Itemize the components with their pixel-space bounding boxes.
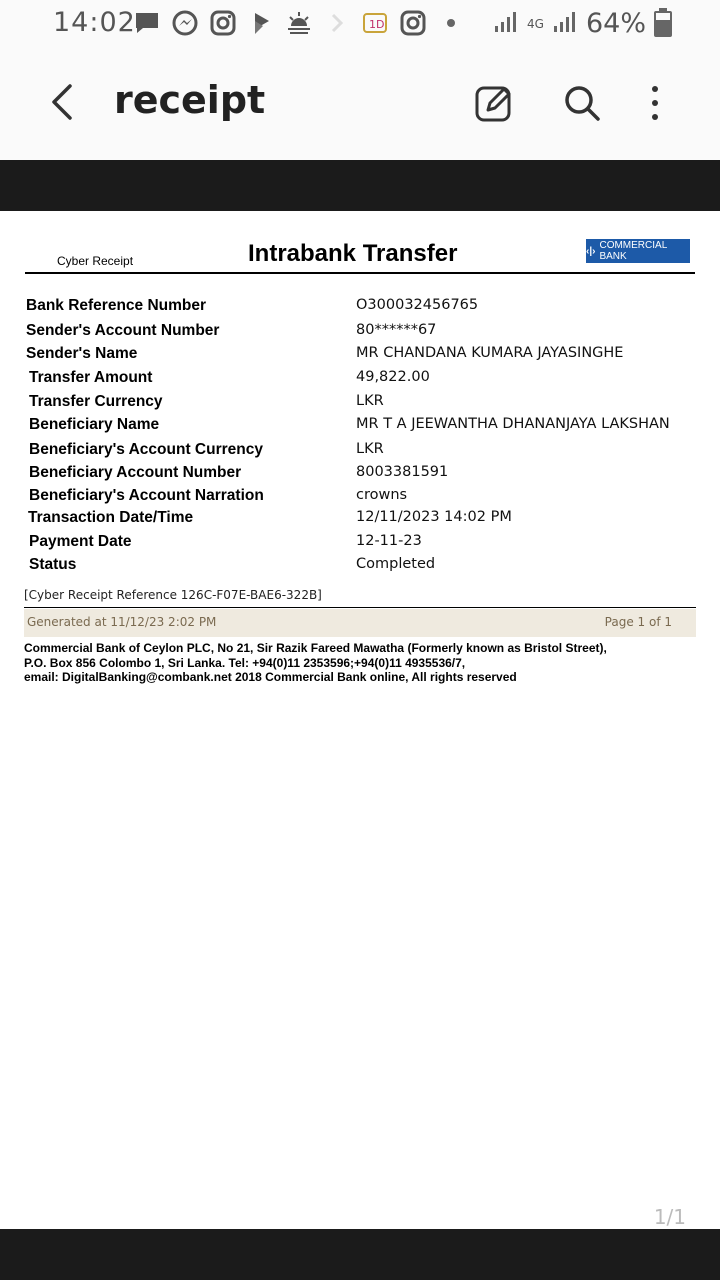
cyber-receipt-label: Cyber Receipt: [57, 254, 134, 268]
document-title: receipt: [114, 78, 266, 122]
weather-icon: [285, 9, 313, 37]
page-indicator: 1/1: [653, 1205, 686, 1229]
status-right: [493, 8, 672, 39]
svg-text:1D: 1D: [369, 18, 385, 31]
field-label: Transfer Currency: [29, 393, 163, 410]
bank-address: [24, 641, 704, 685]
app-bar: [0, 48, 720, 160]
instagram-icon: [209, 9, 237, 37]
field-value: Completed: [356, 556, 436, 572]
field-label: Transfer Amount: [29, 369, 153, 386]
signal-icon: [552, 9, 578, 39]
field-value: 12-11-23: [356, 533, 422, 549]
field-row: [0, 345, 720, 367]
page-count: Page 1 of 1: [604, 615, 672, 629]
title-divider: [25, 272, 695, 274]
field-label: Beneficiary's Account Narration: [29, 487, 264, 504]
field-value: 8003381591: [356, 464, 449, 480]
field-value: LKR: [356, 393, 384, 409]
signal-icon: [493, 9, 519, 39]
back-icon[interactable]: [44, 80, 84, 124]
status-time: 14:02: [53, 7, 136, 38]
app-icon: [361, 9, 389, 37]
field-label: Payment Date: [29, 533, 132, 550]
receipt-document[interactable]: [0, 211, 720, 1229]
edit-icon[interactable]: [474, 83, 514, 123]
generated-bar: [24, 609, 696, 637]
app-icon: [323, 9, 351, 37]
generated-timestamp: Generated at 11/12/23 2:02 PM: [27, 615, 217, 629]
app-icon: [247, 9, 275, 37]
field-value: 49,822.00: [356, 369, 430, 385]
field-row: [0, 464, 720, 486]
bank-logo-text: COMMERCIAL BANK: [599, 240, 667, 262]
field-row: [0, 369, 720, 391]
field-label: Sender's Name: [26, 345, 138, 362]
search-icon[interactable]: [562, 83, 602, 123]
dot-icon: [437, 9, 465, 37]
bottom-bar: [0, 1229, 720, 1280]
battery-percent: 64%: [585, 8, 646, 39]
field-row: [0, 322, 720, 344]
field-value: MR CHANDANA KUMARA JAYASINGHE: [356, 345, 624, 361]
bank-logo: [586, 239, 690, 263]
network-type: 4G: [527, 16, 544, 31]
field-row: [0, 556, 720, 578]
field-value: MR T A JEEWANTHA DHANANJAYA LAKSHAN: [356, 416, 670, 432]
receipt-title: Intrabank Transfer: [248, 240, 458, 267]
chat-icon: [133, 9, 161, 37]
status-bar: [0, 0, 720, 48]
field-label: Status: [29, 556, 77, 573]
field-label: Beneficiary Account Number: [29, 464, 242, 481]
field-label: Bank Reference Number: [26, 297, 207, 314]
battery-icon: [654, 11, 672, 37]
field-value: 80******67: [356, 322, 437, 338]
field-value: LKR: [356, 441, 384, 457]
field-row: [0, 416, 720, 438]
receipt-reference: [Cyber Receipt Reference 126C-F07E-BAE6-322B]: [24, 588, 322, 602]
field-row: [0, 393, 720, 415]
field-row: [0, 297, 720, 319]
toolbar-band: [0, 160, 720, 211]
more-icon[interactable]: [640, 83, 670, 123]
notification-icons: [133, 8, 465, 38]
address-line: email: DigitalBanking@combank.net 2018 Commercial Bank online, All rights reserved: [24, 670, 517, 684]
field-value: crowns: [356, 487, 408, 503]
messenger-icon: [171, 9, 199, 37]
instagram-icon: [399, 9, 427, 37]
footer-divider: [24, 607, 696, 608]
field-row: [0, 533, 720, 555]
field-label: Beneficiary Name: [29, 416, 160, 433]
address-line: P.O. Box 856 Colombo 1, Sri Lanka. Tel: +94(0)11 2353596;+94(0)11 4935536/7,: [24, 655, 466, 670]
bank-logo-mark: ‹|›: [586, 245, 596, 257]
field-value: 12/11/2023 14:02 PM: [356, 509, 512, 525]
field-label: Sender's Account Number: [26, 322, 220, 339]
field-value: O300032456765: [356, 297, 479, 313]
address-line: Commercial Bank of Ceylon PLC, No 21, Sir Razik Fareed Mawatha (Formerly known as Bristol Street),: [24, 641, 607, 655]
field-row: [0, 487, 720, 509]
field-row: [0, 509, 720, 531]
field-row: [0, 441, 720, 463]
field-label: Beneficiary's Account Currency: [29, 441, 263, 458]
field-label: Transaction Date/Time: [28, 509, 194, 526]
